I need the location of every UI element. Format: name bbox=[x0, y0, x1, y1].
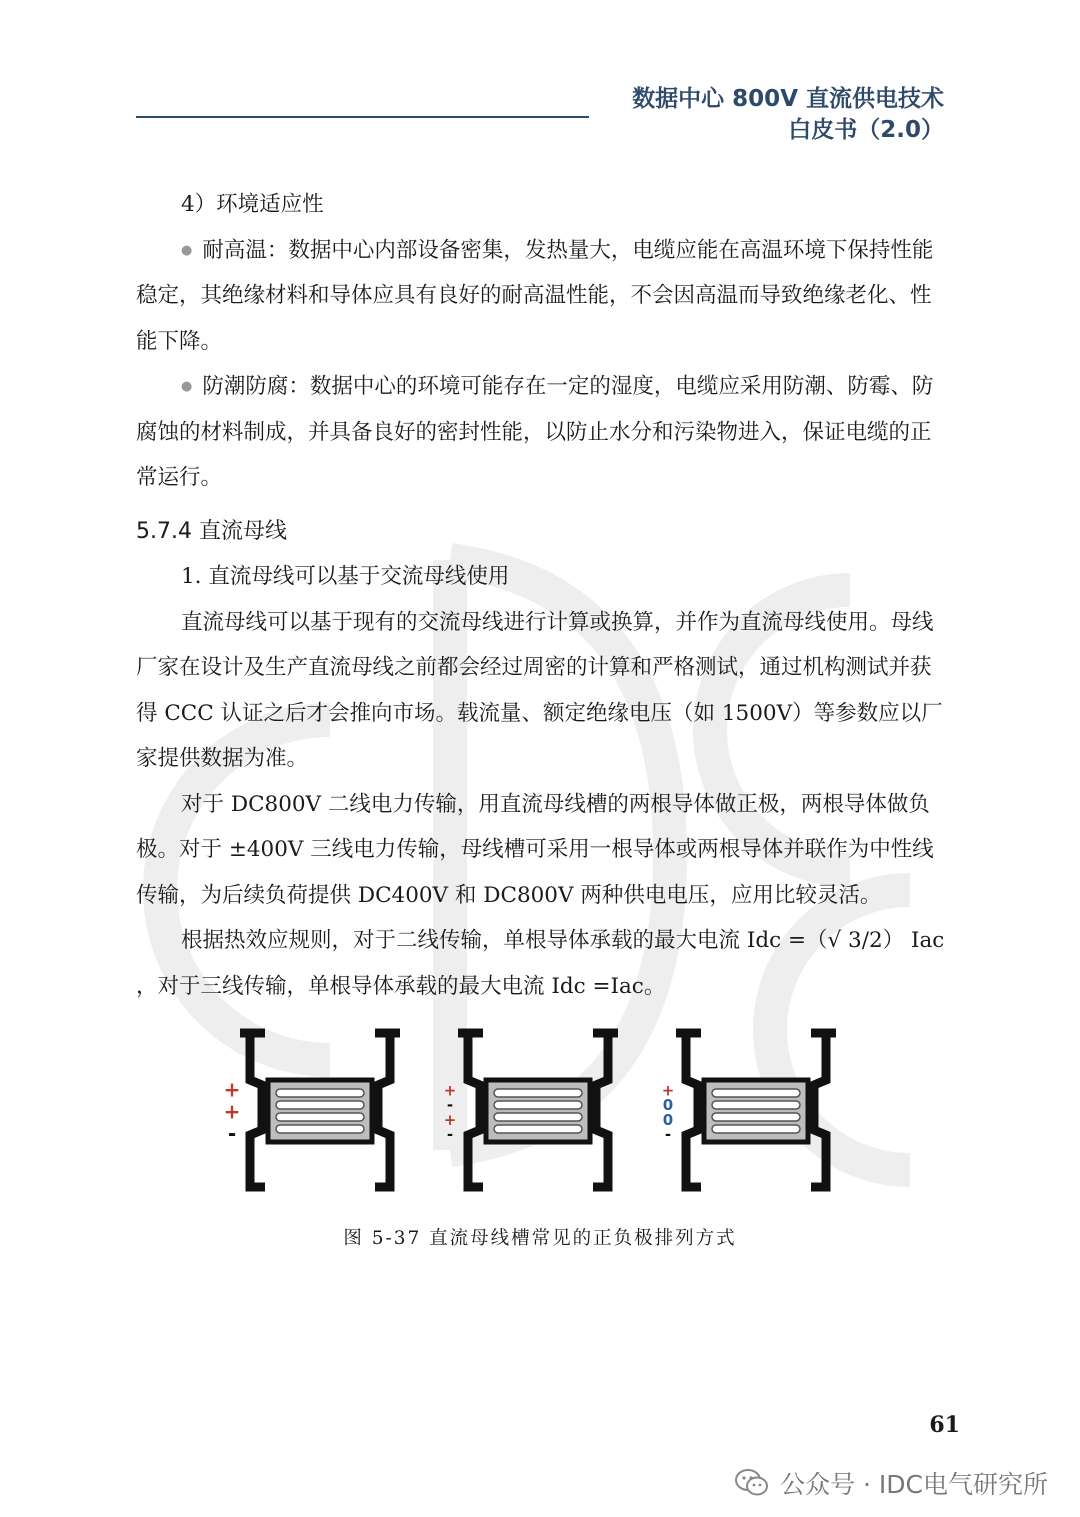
polarity-label: + bbox=[443, 1081, 457, 1100]
busbar-unit bbox=[662, 1033, 836, 1187]
busbar-conductor bbox=[712, 1101, 800, 1109]
busbar-conductor bbox=[494, 1089, 582, 1097]
bullet-heat-text: 耐高温：数据中心内部设备密集，发热量大，电缆应能在高温环境下保持性能稳定，其绝缘材料和导体应具有良好的耐高温性能，不会因高温而导致绝缘老化、性能下降。 bbox=[136, 237, 934, 354]
bullet-heat bbox=[136, 228, 946, 365]
polarity-label: - bbox=[446, 1125, 454, 1144]
polarity-label: - bbox=[664, 1125, 672, 1144]
footer-source-text: 公众号 · IDC电气研究所 bbox=[780, 1470, 1048, 1499]
polarity-label: 0 bbox=[662, 1096, 674, 1115]
page-number: 61 bbox=[929, 1412, 960, 1438]
env-heading: 4）环境适应性 bbox=[181, 192, 324, 217]
busbar-conductor bbox=[712, 1113, 800, 1121]
busbar-conductor bbox=[276, 1125, 364, 1133]
busbar-conductor bbox=[494, 1101, 582, 1109]
section-heading: 5.7.4 直流母线 bbox=[136, 518, 287, 544]
busbar-conductor bbox=[494, 1113, 582, 1121]
polarity-label: + bbox=[443, 1110, 457, 1129]
main-content bbox=[136, 182, 946, 1009]
paragraph-2: 对于 DC800V 二线电力传输，用直流母线槽的两根导体做正极，两根导体做负极。对于 ±400V 三线电力传输，母线槽可采用一根导体或两根导体并联作为中性线传输，为后续负荷提供 DC400V 和 DC800V 两种供电电压，应用比较灵活。 bbox=[136, 791, 934, 908]
busbar-unit bbox=[224, 1033, 400, 1187]
paragraph-3: 根据热效应规则，对于二线传输，单根导体承载的最大电流 Idc =（√ 3/2） Iac ，对于三线传输，单根导体承载的最大电流 Idc =Iac。 bbox=[136, 928, 945, 999]
header-title-line1: 数据中心 800V 直流供电技术 bbox=[632, 86, 944, 112]
footer-source bbox=[734, 1465, 1048, 1501]
busbar-conductor bbox=[276, 1101, 364, 1109]
wechat-icon bbox=[734, 1467, 770, 1499]
paragraph-1: 直流母线可以基于现有的交流母线进行计算或换算，并作为直流母线使用。母线厂家在设计及生产直流母线之前都会经过周密的计算和严格测试，通过机构测试并获得 CCC 认证之后才会推向市场。载流量、额定绝缘电压（如 1500V）等参数应以厂家提供数据为准。 bbox=[136, 609, 943, 771]
sub-heading: 1. 直流母线可以基于交流母线使用 bbox=[181, 564, 510, 589]
bullet-moisture-text: 防潮防腐：数据中心的环境可能存在一定的湿度，电缆应采用防潮、防霉、防腐蚀的材料制成，并具备良好的密封性能，以防止水分和污染物进入，保证电缆的正常运行。 bbox=[136, 374, 934, 490]
busbar-conductor bbox=[494, 1125, 582, 1133]
header-title-line2: 白皮书（2.0） bbox=[788, 117, 944, 143]
header-rule bbox=[136, 116, 589, 118]
bullet-moisture bbox=[136, 364, 946, 501]
polarity-label: + bbox=[223, 1077, 241, 1102]
polarity-label: - bbox=[446, 1096, 454, 1115]
polarity-label: 0 bbox=[662, 1110, 674, 1129]
busbar-conductor bbox=[712, 1089, 800, 1097]
polarity-label: + bbox=[223, 1099, 241, 1124]
polarity-label: - bbox=[227, 1121, 237, 1146]
busbar-conductor bbox=[276, 1089, 364, 1097]
figure-caption: 图 5-37 直流母线槽常见的正负极排列方式 bbox=[343, 1228, 737, 1249]
header-title bbox=[632, 84, 944, 146]
bullet-dot-icon bbox=[181, 374, 202, 399]
bullet-dot-icon bbox=[181, 238, 202, 263]
busbar-conductor bbox=[276, 1113, 364, 1121]
polarity-label: + bbox=[661, 1081, 675, 1100]
busbar-conductor bbox=[712, 1125, 800, 1133]
busbar-figure bbox=[223, 1025, 850, 1200]
busbar-unit bbox=[444, 1033, 618, 1187]
